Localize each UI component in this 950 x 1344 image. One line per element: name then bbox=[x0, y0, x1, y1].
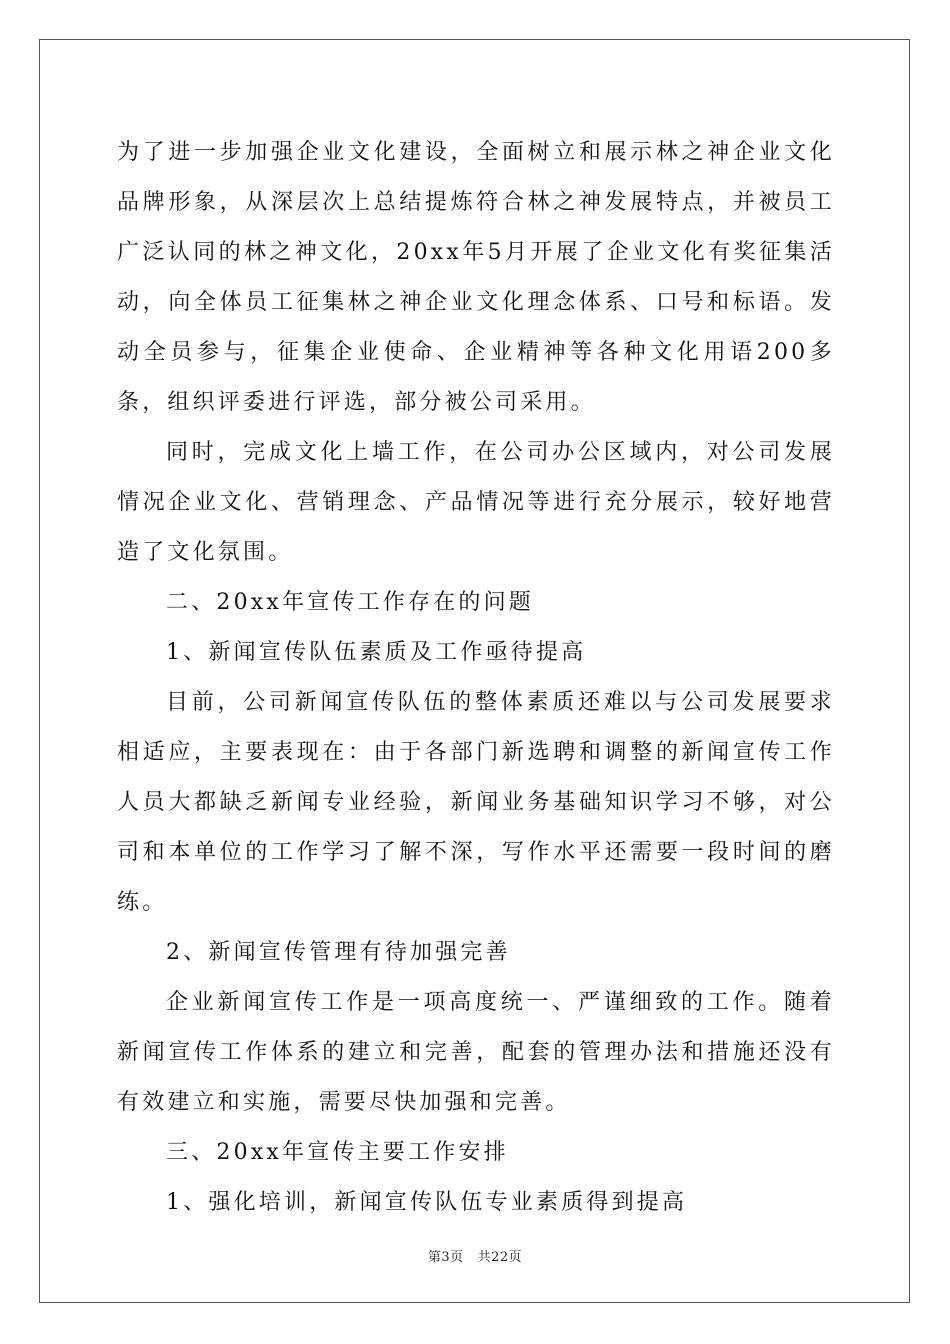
subheading-2-1: 1、新闻宣传队伍素质及工作亟待提高 bbox=[166, 640, 587, 665]
paragraph-4: 企业新闻宣传工作是一项高度统一、严谨细致的工作。随着新闻宣传工作体系的建立和完善，配套的管理办法和措施还没有有效建立和实施，需要尽快加强和完善。 bbox=[117, 990, 835, 1115]
paragraph-1: 为了进一步加强企业文化建设，全面树立和展示林之神企业文化品牌形象，从深层次上总结提炼符合林之神发展特点，并被员工广泛认同的林之神文化，20xx年5月开展了企业文化有奖征集活动，向全体员工征集林之神企业文化理念体系、口号和标语。发动全员参与，征集企业使命、企业精神等各种文化用语200多条，组织评委进行评选，部分被公司采用。 bbox=[117, 140, 835, 415]
page-total: 共22页 bbox=[477, 1250, 523, 1265]
page-number: 第3页 bbox=[427, 1250, 464, 1265]
page-footer bbox=[0, 1246, 950, 1265]
section-heading-2: 二、20xx年宣传工作存在的问题 bbox=[166, 590, 535, 615]
paragraph-3: 目前，公司新闻宣传队伍的整体素质还难以与公司发展要求相适应，主要表现在：由于各部门新选聘和调整的新闻宣传工作人员大都缺乏新闻专业经验，新闻业务基础知识学习不够，对公司和本单位的工作学习了解不深，写作水平还需要一段时间的磨练。 bbox=[117, 690, 835, 915]
paragraph-2: 同时，完成文化上墙工作，在公司办公区域内，对公司发展情况企业文化、营销理念、产品情况等进行充分展示，较好地营造了文化氛围。 bbox=[117, 440, 835, 565]
subheading-2-2: 2、新闻宣传管理有待加强完善 bbox=[166, 940, 511, 965]
section-heading-3: 三、20xx年宣传主要工作安排 bbox=[166, 1140, 509, 1165]
document-body bbox=[117, 128, 835, 1228]
subheading-3-1: 1、强化培训，新闻宣传队伍专业素质得到提高 bbox=[166, 1190, 688, 1215]
